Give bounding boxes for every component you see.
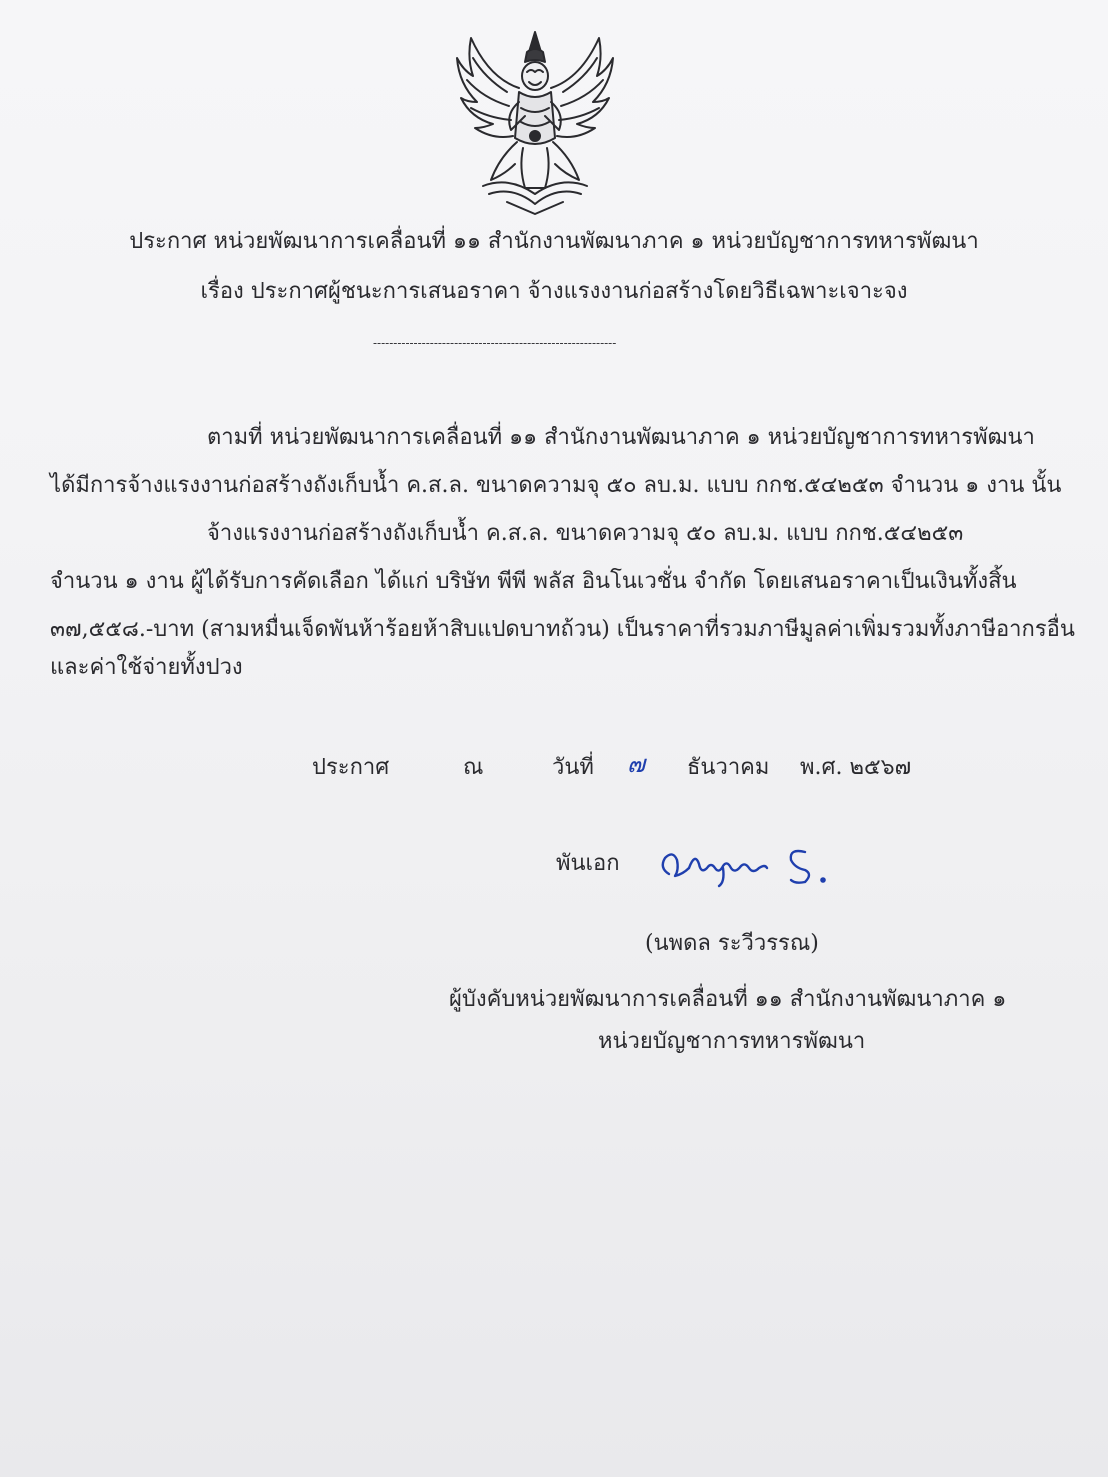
announcement-title: ประกาศ หน่วยพัฒนาการเคลื่อนที่ ๑๑ สำนักงานพัฒนาภาค ๑ หน่วยบัญชาการทหารพัฒนา bbox=[129, 229, 979, 254]
date-day-label: วันที่ bbox=[552, 755, 594, 780]
paragraph-2-line-3: ๓๗,๕๕๘.-บาท (สามหมื่นเจ็ดพันห้าร้อยห้าสิบแปดบาทถ้วน) เป็นราคาที่รวมภาษีมูลค่าเพิ่มรวมทั้งภาษีอากรอื่น bbox=[50, 617, 1075, 642]
date-announce-label: ประกาศ bbox=[312, 755, 390, 780]
paragraph-1-line-1: ตามที่ หน่วยพัฒนาการเคลื่อนที่ ๑๑ สำนักงานพัฒนาภาค ๑ หน่วยบัญชาการทหารพัฒนา bbox=[207, 425, 1035, 450]
signatory-position-line-1: ผู้บังคับหน่วยพัฒนาการเคลื่อนที่ ๑๑ สำนักงานพัฒนาภาค ๑ bbox=[449, 987, 1007, 1012]
announcement-subject: เรื่อง ประกาศผู้ชนะการเสนอราคา จ้างแรงงานก่อสร้างโดยวิธีเฉพาะเจาะจง bbox=[200, 279, 908, 304]
paragraph-2-line-2: จำนวน ๑ งาน ผู้ได้รับการคัดเลือก ได้แก่ บริษัท พีพี พลัส อินโนเวชั่น จำกัด โดยเสนอราคาเป็นเงินทั้งสิ้น bbox=[50, 569, 1017, 594]
date-at-label: ณ bbox=[463, 755, 484, 780]
garuda-emblem-icon bbox=[449, 18, 621, 218]
paragraph-2-line-4: และค่าใช้จ่ายทั้งปวง bbox=[50, 655, 243, 680]
date-month: ธันวาคม bbox=[687, 755, 770, 780]
signatory-position-line-2: หน่วยบัญชาการทหารพัฒนา bbox=[598, 1029, 866, 1054]
paragraph-1-line-2: ได้มีการจ้างแรงงานก่อสร้างถังเก็บน้ำ ค.ส.ล. ขนาดความจุ ๕๐ ลบ.ม. แบบ กกช.๕๔๒๕๓ จำนวน ๑ งาน นั้น bbox=[50, 473, 1062, 498]
paragraph-2-line-1: จ้างแรงงานก่อสร้างถังเก็บน้ำ ค.ส.ล. ขนาดความจุ ๕๐ ลบ.ม. แบบ กกช.๕๔๒๕๓ bbox=[207, 521, 964, 546]
signatory-name: (นพดล ระวีวรรณ) bbox=[645, 931, 819, 956]
signatory-rank: พันเอก bbox=[556, 851, 620, 876]
divider: ------------------------------------------------------------ bbox=[373, 336, 617, 350]
date-day-value: ๗ bbox=[627, 750, 646, 778]
handwritten-signature bbox=[655, 838, 835, 888]
date-year: พ.ศ. ๒๕๖๗ bbox=[800, 755, 912, 780]
